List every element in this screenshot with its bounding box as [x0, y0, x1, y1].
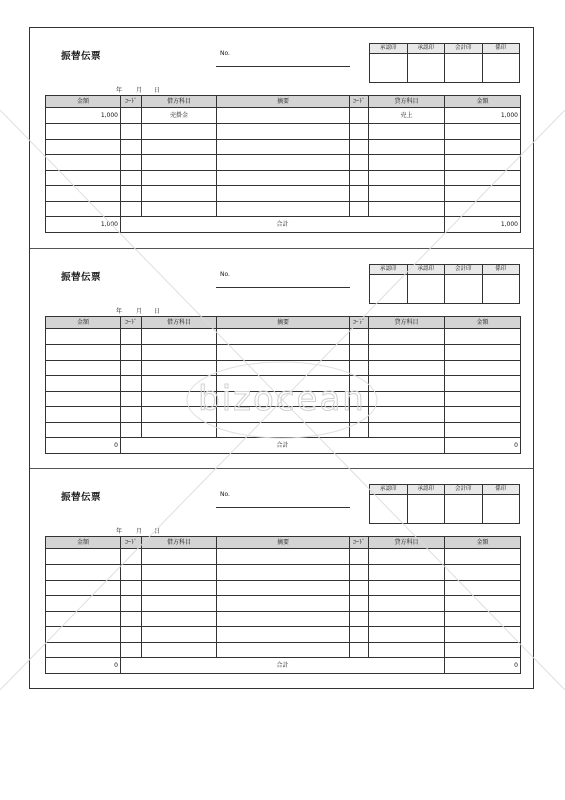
table-cell	[217, 170, 350, 186]
table-cell	[369, 611, 445, 627]
credit-total: 0	[445, 658, 521, 674]
table-cell	[445, 627, 521, 643]
table-cell	[445, 124, 521, 140]
stamp-cell	[408, 44, 446, 82]
stamp-label: 係印	[483, 44, 520, 54]
voucher-title: 振替伝票	[61, 272, 102, 283]
date-day: 日	[154, 308, 161, 315]
column-header: ｺｰﾄﾞ	[121, 317, 142, 329]
table-cell	[121, 376, 142, 392]
stamp-label: 係印	[483, 265, 520, 275]
table-cell	[142, 642, 217, 658]
table-cell	[46, 155, 121, 171]
column-header: ｺｰﾄﾞ	[121, 537, 142, 549]
stamp-cell	[445, 485, 483, 523]
table-cell	[369, 329, 445, 345]
table-cell	[46, 170, 121, 186]
table-cell	[445, 565, 521, 581]
table-row	[46, 329, 521, 345]
table-cell	[121, 155, 142, 171]
column-header: 金額	[445, 317, 521, 329]
table-cell	[217, 549, 350, 565]
table-cell	[369, 186, 445, 202]
column-header: ｺｰﾄﾞ	[350, 317, 369, 329]
table-cell	[121, 642, 142, 658]
journal-table	[45, 536, 521, 674]
table-cell	[46, 124, 121, 140]
table-cell	[369, 565, 445, 581]
table-cell	[46, 376, 121, 392]
table-cell	[46, 407, 121, 423]
table-row	[46, 407, 521, 423]
table-row	[46, 549, 521, 565]
table-cell	[142, 407, 217, 423]
table-cell	[350, 580, 369, 596]
table-cell	[217, 139, 350, 155]
voucher-number-label: No.	[220, 491, 230, 498]
voucher-title: 振替伝票	[61, 492, 102, 503]
column-header: 貸方科目	[369, 96, 445, 108]
table-cell	[369, 580, 445, 596]
date-year: 年	[116, 528, 123, 535]
table-cell: 売掛金	[142, 108, 217, 124]
table-row	[46, 345, 521, 361]
table-cell	[142, 627, 217, 643]
table-cell	[46, 565, 121, 581]
column-header: 借方科目	[142, 537, 217, 549]
stamp-box	[370, 54, 407, 82]
stamp-box	[483, 54, 520, 82]
table-cell	[217, 376, 350, 392]
table-cell	[46, 391, 121, 407]
watermark-text: bizocean	[198, 379, 366, 419]
approval-stamps	[369, 43, 520, 83]
stamp-box	[483, 275, 520, 303]
table-cell	[350, 642, 369, 658]
table-cell	[121, 580, 142, 596]
table-cell	[121, 345, 142, 361]
table-cell	[350, 139, 369, 155]
date-month: 月	[136, 528, 143, 535]
journal-table	[45, 95, 521, 233]
table-cell	[369, 549, 445, 565]
table-header-row	[46, 317, 521, 329]
table-cell	[350, 376, 369, 392]
stamp-cell	[483, 485, 520, 523]
table-cell	[142, 376, 217, 392]
total-label: 合計	[121, 217, 445, 233]
transfer-voucher	[30, 468, 533, 689]
table-row	[46, 186, 521, 202]
transfer-voucher	[30, 248, 533, 469]
table-cell	[369, 596, 445, 612]
date-month: 月	[136, 87, 143, 94]
stamp-box	[445, 54, 482, 82]
table-cell	[350, 360, 369, 376]
table-cell	[46, 329, 121, 345]
table-cell	[369, 422, 445, 438]
table-cell	[217, 329, 350, 345]
column-header: 貸方科目	[369, 537, 445, 549]
table-row	[46, 201, 521, 217]
table-cell: 1,000	[46, 108, 121, 124]
table-cell	[46, 201, 121, 217]
journal-table	[45, 316, 521, 454]
voucher-number-line	[216, 507, 350, 508]
column-header: 金額	[445, 96, 521, 108]
total-label: 合計	[121, 658, 445, 674]
stamp-label: 会計印	[445, 265, 482, 275]
table-cell	[445, 391, 521, 407]
table-cell	[445, 580, 521, 596]
table-row	[46, 124, 521, 140]
stamp-label: 承認印	[408, 265, 445, 275]
debit-total: 0	[46, 658, 121, 674]
table-row	[46, 565, 521, 581]
table-cell	[217, 611, 350, 627]
table-cell	[217, 345, 350, 361]
table-cell	[142, 170, 217, 186]
table-cell: 1,000	[445, 108, 521, 124]
table-cell	[369, 360, 445, 376]
table-cell	[350, 627, 369, 643]
total-label: 合計	[121, 438, 445, 454]
voucher-number-line	[216, 287, 350, 288]
stamp-cell	[370, 485, 408, 523]
table-cell	[46, 596, 121, 612]
table-cell	[445, 549, 521, 565]
stamp-cell	[408, 265, 446, 303]
table-row	[46, 391, 521, 407]
voucher-number-label: No.	[220, 271, 230, 278]
stamp-label: 承認印	[370, 265, 407, 275]
table-row	[46, 170, 521, 186]
date-year: 年	[116, 308, 123, 315]
table-cell	[350, 549, 369, 565]
table-row	[46, 108, 521, 124]
table-cell	[46, 642, 121, 658]
table-cell	[350, 329, 369, 345]
table-cell	[121, 201, 142, 217]
table-cell	[142, 124, 217, 140]
table-cell	[445, 360, 521, 376]
stamp-cell	[408, 485, 446, 523]
table-cell	[350, 186, 369, 202]
table-cell	[142, 186, 217, 202]
table-cell	[121, 611, 142, 627]
table-cell	[217, 108, 350, 124]
table-cell	[350, 345, 369, 361]
table-cell	[369, 627, 445, 643]
table-cell	[369, 124, 445, 140]
table-cell	[350, 124, 369, 140]
column-header: 金額	[46, 317, 121, 329]
table-row	[46, 580, 521, 596]
column-header: 借方科目	[142, 96, 217, 108]
table-cell	[142, 139, 217, 155]
table-cell	[350, 611, 369, 627]
table-cell	[142, 155, 217, 171]
table-cell	[445, 376, 521, 392]
table-cell	[142, 360, 217, 376]
table-cell	[369, 139, 445, 155]
table-cell	[350, 155, 369, 171]
transfer-voucher	[30, 28, 533, 248]
table-row	[46, 627, 521, 643]
table-cell	[121, 170, 142, 186]
table-cell	[142, 596, 217, 612]
table-cell	[350, 565, 369, 581]
table-cell	[121, 549, 142, 565]
table-cell	[121, 329, 142, 345]
table-cell	[217, 201, 350, 217]
stamp-cell	[483, 44, 520, 82]
table-cell	[445, 642, 521, 658]
total-row	[46, 217, 521, 233]
stamp-box	[483, 495, 520, 523]
table-cell	[46, 611, 121, 627]
approval-stamps	[369, 484, 520, 524]
table-cell	[217, 391, 350, 407]
table-cell	[445, 329, 521, 345]
table-cell	[217, 565, 350, 581]
table-cell	[217, 155, 350, 171]
table-cell	[445, 611, 521, 627]
voucher-number-line	[216, 66, 350, 67]
table-cell: 売上	[369, 108, 445, 124]
stamp-cell	[370, 44, 408, 82]
stamp-label: 会計印	[445, 485, 482, 495]
table-cell	[369, 155, 445, 171]
table-cell	[46, 186, 121, 202]
table-cell	[121, 407, 142, 423]
stamp-box	[408, 54, 445, 82]
column-header: 借方科目	[142, 317, 217, 329]
table-cell	[369, 391, 445, 407]
table-cell	[217, 186, 350, 202]
table-cell	[121, 391, 142, 407]
column-header: 金額	[46, 537, 121, 549]
table-cell	[217, 360, 350, 376]
table-cell	[369, 407, 445, 423]
table-cell	[217, 422, 350, 438]
stamp-cell	[445, 44, 483, 82]
table-cell	[142, 422, 217, 438]
table-cell	[350, 201, 369, 217]
table-cell	[142, 391, 217, 407]
table-cell	[217, 642, 350, 658]
table-cell	[46, 139, 121, 155]
stamp-box	[445, 275, 482, 303]
table-cell	[350, 407, 369, 423]
table-cell	[350, 170, 369, 186]
table-cell	[217, 596, 350, 612]
column-header: 摘要	[217, 537, 350, 549]
table-cell	[142, 549, 217, 565]
table-cell	[121, 565, 142, 581]
table-cell	[142, 345, 217, 361]
table-cell	[369, 376, 445, 392]
table-cell	[445, 139, 521, 155]
table-cell	[217, 407, 350, 423]
table-header-row	[46, 537, 521, 549]
table-cell	[121, 422, 142, 438]
stamp-cell	[370, 265, 408, 303]
date-day: 日	[154, 87, 161, 94]
stamp-box	[445, 495, 482, 523]
date-day: 日	[154, 528, 161, 535]
table-cell	[121, 627, 142, 643]
column-header: 摘要	[217, 317, 350, 329]
table-row	[46, 596, 521, 612]
table-cell	[369, 345, 445, 361]
table-cell	[445, 345, 521, 361]
table-cell	[121, 186, 142, 202]
voucher-title: 振替伝票	[61, 51, 102, 62]
table-cell	[369, 170, 445, 186]
table-cell	[46, 360, 121, 376]
table-cell	[46, 549, 121, 565]
stamp-cell	[445, 265, 483, 303]
table-cell	[445, 186, 521, 202]
column-header: 摘要	[217, 96, 350, 108]
table-cell	[121, 139, 142, 155]
stamp-box	[408, 275, 445, 303]
table-cell	[142, 611, 217, 627]
table-row	[46, 139, 521, 155]
voucher-number-label: No.	[220, 50, 230, 57]
table-cell	[445, 422, 521, 438]
date-year: 年	[116, 87, 123, 94]
total-row	[46, 438, 521, 454]
table-cell	[445, 407, 521, 423]
table-cell	[350, 391, 369, 407]
debit-total: 1,000	[46, 217, 121, 233]
table-cell	[121, 124, 142, 140]
table-cell	[121, 108, 142, 124]
table-cell	[350, 108, 369, 124]
table-header-row	[46, 96, 521, 108]
stamp-label: 承認印	[408, 485, 445, 495]
table-row	[46, 611, 521, 627]
column-header: 金額	[445, 537, 521, 549]
table-cell	[217, 627, 350, 643]
table-cell	[445, 170, 521, 186]
table-cell	[445, 155, 521, 171]
table-row	[46, 642, 521, 658]
table-cell	[217, 124, 350, 140]
stamp-label: 係印	[483, 485, 520, 495]
debit-total: 0	[46, 438, 121, 454]
approval-stamps	[369, 264, 520, 304]
column-header: 金額	[46, 96, 121, 108]
table-cell	[445, 201, 521, 217]
table-cell	[121, 596, 142, 612]
stamp-box	[370, 495, 407, 523]
table-cell	[142, 565, 217, 581]
table-row	[46, 422, 521, 438]
stamp-label: 会計印	[445, 44, 482, 54]
date-month: 月	[136, 308, 143, 315]
table-cell	[445, 596, 521, 612]
table-cell	[350, 596, 369, 612]
table-cell	[121, 360, 142, 376]
stamp-box	[408, 495, 445, 523]
stamp-label: 承認印	[370, 485, 407, 495]
table-cell	[350, 422, 369, 438]
table-cell	[369, 201, 445, 217]
column-header: 貸方科目	[369, 317, 445, 329]
table-cell	[369, 642, 445, 658]
credit-total: 1,000	[445, 217, 521, 233]
table-cell	[142, 329, 217, 345]
total-row	[46, 658, 521, 674]
table-cell	[46, 422, 121, 438]
table-cell	[46, 627, 121, 643]
column-header: ｺｰﾄﾞ	[350, 96, 369, 108]
stamp-label: 承認印	[408, 44, 445, 54]
table-cell	[142, 580, 217, 596]
table-cell	[46, 580, 121, 596]
table-cell	[46, 345, 121, 361]
table-cell	[217, 580, 350, 596]
stamp-cell	[483, 265, 520, 303]
table-cell	[142, 201, 217, 217]
column-header: ｺｰﾄﾞ	[350, 537, 369, 549]
table-row	[46, 360, 521, 376]
column-header: ｺｰﾄﾞ	[121, 96, 142, 108]
stamp-box	[370, 275, 407, 303]
table-row	[46, 376, 521, 392]
credit-total: 0	[445, 438, 521, 454]
stamp-label: 承認印	[370, 44, 407, 54]
voucher-sheet	[29, 27, 534, 689]
table-row	[46, 155, 521, 171]
